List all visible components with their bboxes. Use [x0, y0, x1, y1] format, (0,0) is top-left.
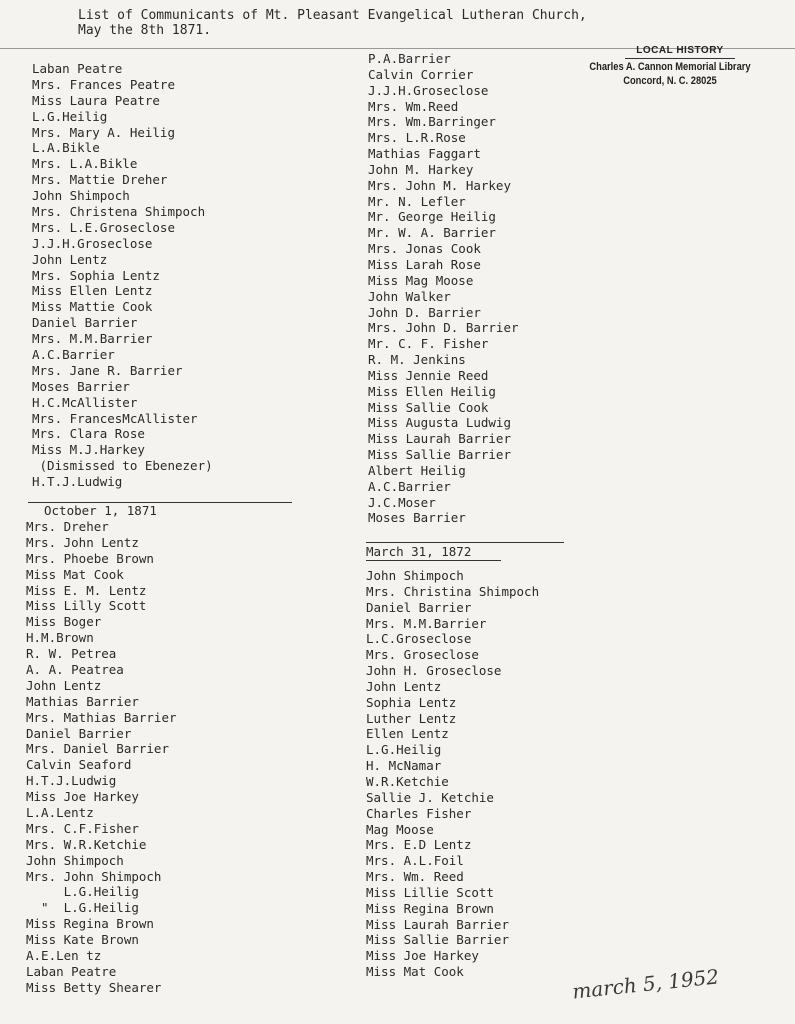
- library-stamp: [565, 44, 775, 88]
- communicant-name: W.R.Ketchie: [366, 773, 449, 789]
- communicant-name: Mr. C. F. Fisher: [368, 336, 489, 352]
- communicant-name: Miss M.J.Harkey: [32, 442, 145, 458]
- communicant-name: Mathias Barrier: [26, 693, 139, 709]
- communicant-name: Mrs. Wm. Reed: [366, 869, 464, 885]
- march-heading: March 31, 1872: [366, 544, 472, 559]
- title-line-1: List of Communicants of Mt. Pleasant Evangelical Lutheran Church,: [78, 8, 587, 23]
- communicant-name: Miss Lilly Scott: [26, 598, 147, 614]
- communicant-name: Mrs. Mattie Dreher: [32, 172, 168, 188]
- communicant-name: Miss Betty Shearer: [26, 979, 162, 995]
- communicant-name: L.G.Heilig: [26, 884, 139, 900]
- communicant-name: Mag Moose: [366, 821, 434, 837]
- communicant-name: John H. Groseclose: [366, 663, 502, 679]
- communicant-name: Miss Regina Brown: [26, 916, 154, 932]
- left-column-october-1871: [26, 519, 177, 996]
- stamp-line-1: LOCAL HISTORY: [625, 44, 735, 59]
- communicant-name: Mr. George Heilig: [368, 209, 496, 225]
- right-column-may-1871: [368, 51, 519, 526]
- communicant-name: Miss Sallie Cook: [368, 399, 489, 415]
- communicant-name: Mrs. Christina Shimpoch: [366, 583, 540, 599]
- communicant-name: John Lentz: [32, 251, 108, 267]
- communicant-name: Mrs. Jane R. Barrier: [32, 362, 183, 378]
- left-column-may-1871: [32, 61, 213, 490]
- communicant-name: John M. Harkey: [368, 161, 474, 177]
- communicant-name: " L.G.Heilig: [26, 900, 139, 916]
- communicant-name: H.M.Brown: [26, 630, 94, 646]
- communicant-name: Sophia Lentz: [366, 694, 457, 710]
- communicant-name: Mrs. John Shimpoch: [26, 868, 162, 884]
- communicant-name: Mrs. Clara Rose: [32, 426, 145, 442]
- communicant-name: Mrs. Christena Shimpoch: [32, 204, 206, 220]
- communicant-name: Mr. W. A. Barrier: [368, 225, 496, 241]
- communicant-name: Mrs. Frances Peatre: [32, 76, 175, 92]
- communicant-name: Miss Mat Cook: [26, 566, 124, 582]
- communicant-name: Mrs. Groseclose: [366, 647, 479, 663]
- communicant-name: John Walker: [368, 288, 451, 304]
- communicant-name: Miss Lillie Scott: [366, 884, 494, 900]
- communicant-name: Mrs. Dreher: [26, 519, 109, 534]
- communicant-name: Miss Mattie Cook: [32, 299, 153, 315]
- communicant-name: Moses Barrier: [32, 378, 130, 394]
- communicant-name: Mrs. Sophia Lentz: [32, 267, 160, 283]
- communicant-name: John Lentz: [26, 677, 102, 693]
- communicant-name: Miss Laurah Barrier: [366, 916, 509, 932]
- communicant-name: Mrs. L.E.Groseclose: [32, 219, 175, 235]
- communicant-name: Albert Heilig: [368, 462, 466, 478]
- title-line-2: May the 8th 1871.: [78, 23, 212, 38]
- stamp-line-3: Concord, N. C. 28025: [623, 75, 717, 87]
- communicant-name: P.A.Barrier: [368, 51, 451, 66]
- communicant-name: John Shimpoch: [32, 188, 130, 204]
- communicant-name: Mrs. Mary A. Heilig: [32, 124, 175, 140]
- communicant-name: Miss Augusta Ludwig: [368, 415, 511, 431]
- stamp-line-2: Charles A. Cannon Memorial Library: [589, 61, 751, 73]
- communicant-name: Moses Barrier: [368, 510, 466, 526]
- communicant-name: Mrs. L.A.Bikle: [32, 156, 138, 172]
- communicant-name: Mrs. John M. Harkey: [368, 177, 511, 193]
- communicant-name: Mrs. C.F.Fisher: [26, 820, 139, 836]
- communicant-name: Daniel Barrier: [366, 599, 472, 615]
- communicant-name: Laban Peatre: [32, 61, 123, 76]
- communicant-name: Miss Laurah Barrier: [368, 431, 511, 447]
- communicant-name: L.A.Lentz: [26, 805, 94, 821]
- communicant-name: Ellen Lentz: [366, 726, 449, 742]
- communicant-name: J.J.H.Groseclose: [32, 235, 153, 251]
- communicant-name: Sallie J. Ketchie: [366, 789, 494, 805]
- communicant-name: Miss E. M. Lentz: [26, 582, 147, 598]
- october-heading: October 1, 1871: [44, 503, 157, 518]
- communicant-name: Miss Mag Moose: [368, 272, 474, 288]
- communicant-name: Miss Larah Rose: [368, 256, 481, 272]
- communicant-name: Mrs. Daniel Barrier: [26, 741, 169, 757]
- communicant-name: Miss Sallie Barrier: [368, 447, 511, 463]
- march-rule-top: [366, 542, 564, 543]
- communicant-name: Mr. N. Lefler: [368, 193, 466, 209]
- communicant-name: Mrs. Wm.Reed: [368, 98, 459, 114]
- communicant-name: H.T.J.Ludwig: [26, 773, 117, 789]
- communicant-name: Calvin Seaford: [26, 757, 132, 773]
- communicant-name: Daniel Barrier: [32, 315, 138, 331]
- communicant-name: Miss Ellen Lentz: [32, 283, 153, 299]
- communicant-name: J.J.H.Groseclose: [368, 82, 489, 98]
- communicant-name: Miss Boger: [26, 614, 102, 630]
- communicant-name: Miss Kate Brown: [26, 932, 139, 948]
- communicant-name: H.T.J.Ludwig: [32, 474, 123, 490]
- communicant-name: Miss Sallie Barrier: [366, 932, 509, 948]
- communicant-name: H.C.McAllister: [32, 394, 138, 410]
- communicant-name: Miss Laura Peatre: [32, 92, 160, 108]
- communicant-name: John Lentz: [366, 678, 442, 694]
- communicant-name: A.C.Barrier: [32, 347, 115, 363]
- communicant-name: Calvin Corrier: [368, 66, 474, 82]
- communicant-name: L.G.Heilig: [32, 108, 108, 124]
- document-title: [78, 8, 587, 38]
- communicant-name: Laban Peatre: [26, 963, 117, 979]
- communicant-name: Miss Joe Harkey: [26, 789, 139, 805]
- communicant-name: Mrs. M.M.Barrier: [366, 615, 487, 631]
- communicant-name: Miss Ellen Heilig: [368, 383, 496, 399]
- communicant-name: (Dismissed to Ebenezer): [32, 458, 213, 474]
- march-rule-bottom: [366, 560, 501, 561]
- communicant-name: Mrs. Wm.Barringer: [368, 114, 496, 130]
- communicant-name: Mrs. A.L.Foil: [366, 853, 464, 869]
- communicant-name: J.C.Moser: [368, 494, 436, 510]
- communicant-name: A.E.Len tz: [26, 948, 102, 964]
- communicant-name: Mathias Faggart: [368, 146, 481, 162]
- communicant-name: L.A.Bikle: [32, 140, 100, 156]
- communicant-name: Miss Joe Harkey: [366, 948, 479, 964]
- communicant-name: Miss Jennie Reed: [368, 367, 489, 383]
- communicant-name: R. M. Jenkins: [368, 352, 466, 368]
- communicant-name: R. W. Petrea: [26, 646, 117, 662]
- communicant-name: Mrs. Mathias Barrier: [26, 709, 177, 725]
- communicant-name: Luther Lentz: [366, 710, 457, 726]
- communicant-name: L.G.Heilig: [366, 742, 442, 758]
- communicant-name: John D. Barrier: [368, 304, 481, 320]
- communicant-name: Charles Fisher: [366, 805, 472, 821]
- communicant-name: Mrs. E.D Lentz: [366, 837, 472, 853]
- communicant-name: Miss Mat Cook: [366, 964, 464, 980]
- communicant-name: John Shimpoch: [26, 852, 124, 868]
- communicant-name: Mrs. Jonas Cook: [368, 241, 481, 257]
- communicant-name: Mrs. L.R.Rose: [368, 130, 466, 146]
- communicant-name: A. A. Peatrea: [26, 662, 124, 678]
- communicant-name: Mrs. FrancesMcAllister: [32, 410, 198, 426]
- communicant-name: Mrs. Phoebe Brown: [26, 550, 154, 566]
- right-column-march-1872: [366, 568, 539, 980]
- communicant-name: Mrs. John Lentz: [26, 534, 139, 550]
- communicant-name: A.C.Barrier: [368, 478, 451, 494]
- communicant-name: H. McNamar: [366, 758, 442, 774]
- handwritten-date: march 5, 1952: [571, 964, 721, 1004]
- communicant-name: Mrs. M.M.Barrier: [32, 331, 153, 347]
- communicant-name: Miss Regina Brown: [366, 900, 494, 916]
- communicant-name: Mrs. W.R.Ketchie: [26, 836, 147, 852]
- communicant-name: Mrs. John D. Barrier: [368, 320, 519, 336]
- communicant-name: Daniel Barrier: [26, 725, 132, 741]
- communicant-name: L.C.Groseclose: [366, 631, 472, 647]
- communicant-name: John Shimpoch: [366, 568, 464, 583]
